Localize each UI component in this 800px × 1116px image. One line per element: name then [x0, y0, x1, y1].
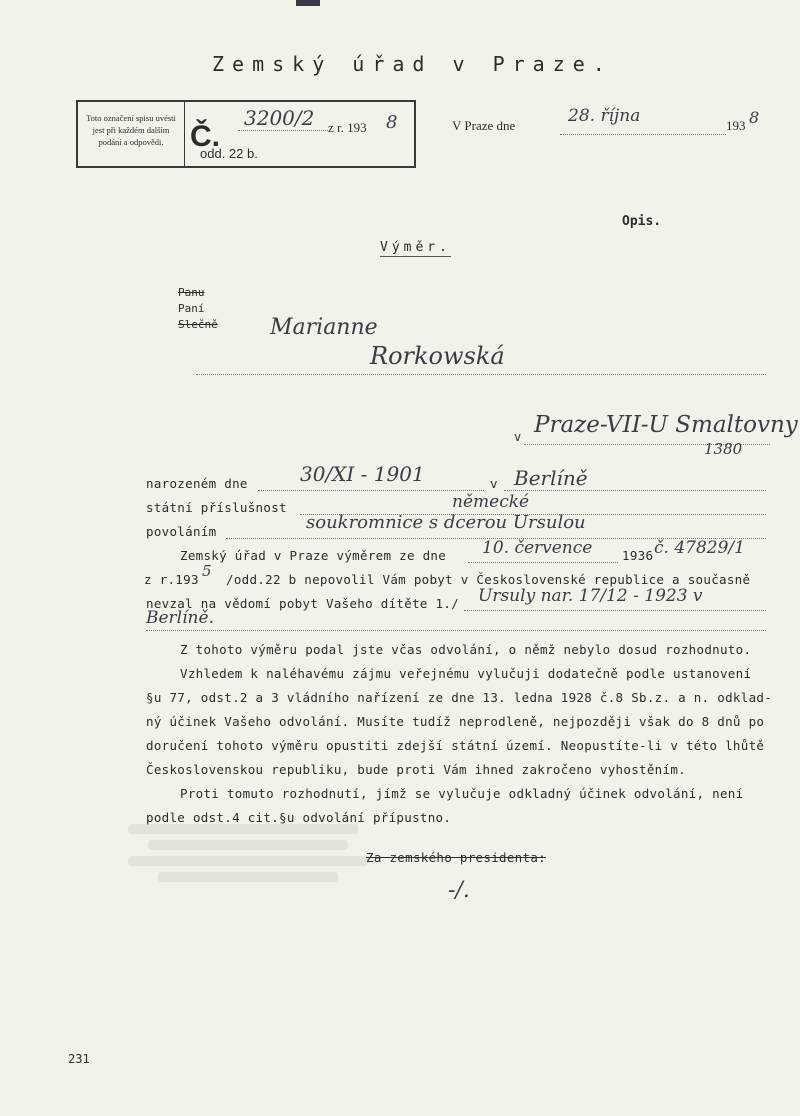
body-line: Z tohoto výměru podal jste včas odvolání, o němž nebylo dosud rozhodnuto.	[180, 642, 752, 657]
occupation-value: soukromnice s dcerou Ursulou	[306, 512, 586, 533]
date-year-prefix: 193	[726, 118, 746, 133]
decision-date: 10. července	[482, 538, 593, 558]
born-in: v	[490, 476, 498, 491]
date-label: V Praze dne	[452, 118, 516, 133]
reference-letter: Č.	[190, 120, 220, 153]
child-details-line	[464, 610, 766, 611]
reference-year-digit: 8	[386, 112, 398, 133]
surname-line	[196, 374, 766, 375]
page-number: 231	[68, 1052, 90, 1066]
born-date-line	[258, 490, 484, 491]
date-day-month: 28. října	[568, 106, 641, 126]
decision-year: 1936	[622, 548, 654, 563]
decision-date-line	[468, 562, 618, 563]
date-year-digit: 8	[749, 108, 760, 127]
address-prefix: v	[514, 430, 522, 444]
body-line: podle odst.4 cit.§u odvolání přípustno.	[146, 810, 452, 825]
prior-ref-year-digit: 5	[202, 562, 212, 580]
faded-stamp	[128, 818, 378, 898]
child-text: nevzal na vědomí pobyt Vašeho dítěte 1./	[146, 596, 460, 611]
address-number: 1380	[704, 440, 743, 458]
signature-mark: -/.	[448, 878, 470, 903]
reference-number: 3200/2	[244, 106, 315, 130]
copy-mark: Opis.	[622, 214, 662, 229]
body-line: §u 77, odst.2 a 3 vládního nařízení ze dne 13. ledna 1928 č.8 Sb.z. a n. odklad-	[146, 690, 773, 705]
reference-box	[76, 100, 416, 168]
salutation-mr: Panu	[178, 286, 205, 299]
date-line	[560, 134, 726, 135]
reference-number-line	[238, 130, 328, 131]
office-title: Zemský úřad v Praze.	[212, 52, 613, 76]
decision-text: Zemský úřad v Praze výměrem ze dne	[180, 548, 447, 563]
corner-mark	[296, 0, 320, 6]
addressee-surname: Rorkowská	[370, 342, 505, 370]
body-line: Proti tomuto rozhodnutí, jímž se vylučuje odkladný účinek odvolání, není	[180, 786, 744, 801]
body-line: ný účinek Vašeho odvolání. Musíte tudíž neprodleně, nejpozději však do 8 dnů po	[146, 714, 765, 729]
born-date: 30/XI - 1901	[300, 462, 425, 486]
addressee-address: Praze-VII-U Smaltovny	[534, 412, 798, 438]
decision-number: č. 47829/1	[654, 538, 745, 558]
prior-ref-text: /odd.22 b nepovolil Vám pobyt v Československé republice a současně	[226, 572, 751, 587]
body-line: doručení tohoto výměru opustiti zdejší státní území. Neopustíte-li v této lhůtě	[146, 738, 765, 753]
child-place: Berlíně.	[146, 608, 214, 628]
born-label: narozeném dne	[146, 476, 248, 491]
child-place-line	[146, 630, 766, 631]
addressee-first-name: Marianne	[270, 315, 378, 340]
salutation-miss: Slečně	[178, 318, 218, 331]
signoff: Za zemského presidenta:	[366, 850, 546, 865]
body-line: Vzhledem k naléhavému zájmu veřejnému vylučuji dodatečně podle ustanovení	[180, 666, 752, 681]
occupation-label: povoláním	[146, 524, 217, 539]
prior-ref-year: z r.193	[144, 572, 199, 587]
reference-year-label: z r. 193	[328, 120, 367, 135]
born-place: Berlíně	[514, 466, 588, 490]
reference-department: odd. 22 b.	[200, 146, 258, 161]
salutation-mrs: Paní	[178, 302, 205, 315]
document-title: Výměr.	[380, 240, 451, 255]
born-place-line	[504, 490, 766, 491]
body-line: Československou republiku, bude proti Vám ihned zakročeno vyhostěním.	[146, 762, 686, 777]
reference-note: Toto označení spisu uvésti jest při každém dalším podání a odpovědi.	[86, 113, 176, 147]
reference-divider	[184, 102, 185, 166]
nationality-label: státní příslušnost	[146, 500, 287, 515]
nationality-value: německé	[452, 492, 530, 512]
child-details: Ursuly nar. 17/12 - 1923 v	[478, 586, 703, 606]
